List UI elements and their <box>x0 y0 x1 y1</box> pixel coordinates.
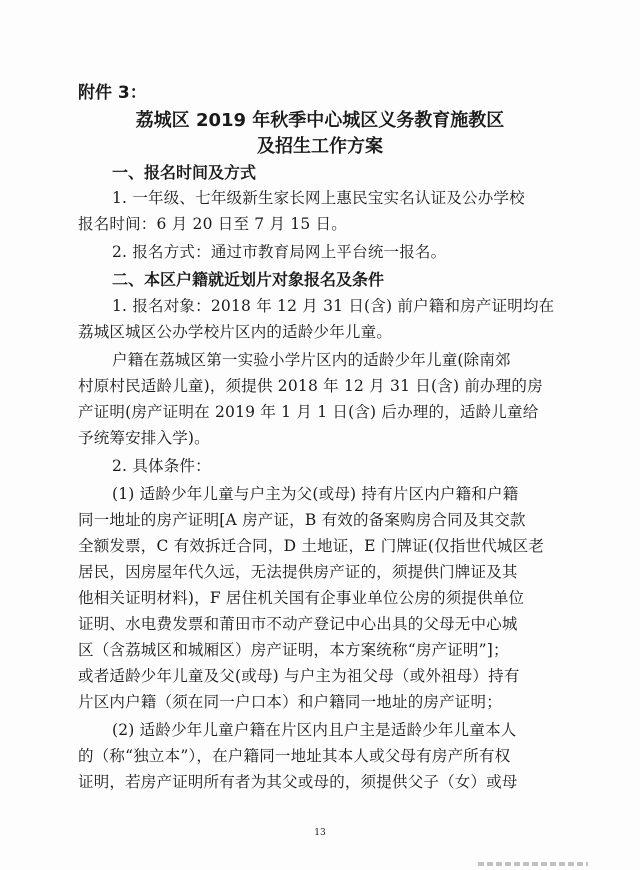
section-2-heading: 二、本区户籍就近划片对象报名及条件 <box>112 270 385 289</box>
section-1-heading: 一、报名时间及方式 <box>112 163 257 182</box>
paragraph-line: 荔城区城区公办学校片区内的适龄少年儿童。 <box>78 323 393 341</box>
paragraph-line: (2) 适龄少年儿童户籍在片区内且户主是适龄少年儿童本人 <box>112 721 517 739</box>
paragraph-line: 报名时间：6 月 20 日至 7 月 15 日。 <box>78 215 347 233</box>
paragraph-line: 予统筹安排入学)。 <box>78 429 210 447</box>
paragraph-line: 证明，若房产证明所有者为其父或母的，须提供父子（女）或母 <box>78 773 518 791</box>
paragraph-line: 区（含荔城区和城厢区）房产证明，本方案统称“房产证明”]； <box>78 641 509 659</box>
paragraph-line: 或者适龄少年儿童及父(或母) 与户主为祖父母（或外祖母）持有 <box>78 667 520 685</box>
attachment-label: 附件 3： <box>78 83 147 103</box>
paragraph-line: 1. 一年级、七年级新生家长网上惠民宝实名认证及公办学校 <box>112 189 525 207</box>
paragraph-line: 同一地址的房产证明[A 房产证，B 有效的备案购房合同及其交款 <box>78 511 526 529</box>
document-title-line-1: 荔城区 2019 年秋季中心城区义务教育施教区 <box>135 110 505 131</box>
paragraph-line: 村原村民适龄儿童)，须提供 2018 年 12 月 31 日(含) 前办理的房 <box>78 377 543 395</box>
document-title-line-2: 及招生工作方案 <box>257 136 383 157</box>
paragraph-line: 全额发票，C 有效拆迁合同，D 土地证，E 门牌证(仅指世代城区老 <box>78 537 545 555</box>
paragraph-line: 片区内户籍（须在同一户口本）和户籍同一地址的房产证明； <box>78 693 502 711</box>
paragraph-line: 证明、水电费发票和莆田市不动产登记中心出具的父母无中心城 <box>78 615 518 633</box>
paragraph-line: (1) 适龄少年儿童与户主为父(或母) 持有片区内户籍和户籍 <box>112 485 519 503</box>
watermark-mark <box>478 862 588 866</box>
paragraph-line: 1. 报名对象：2018 年 12 月 31 日(含) 前户籍和房产证明均在 <box>112 297 555 315</box>
page-number: 13 <box>314 828 326 838</box>
paragraph-line: 2. 具体条件： <box>112 457 211 475</box>
paragraph-line: 居民，因房屋年代久远，无法提供房产证的，须提供门牌证及其 <box>78 563 518 581</box>
paragraph-line: 2. 报名方式：通过市教育局网上平台统一报名。 <box>112 243 447 261</box>
paragraph-line: 产证明(房产证明在 2019 年 1 月 1 日(含) 后办理的，适龄儿童给 <box>78 403 539 421</box>
paragraph-line: 的（称“独立本”），在户籍同一地址其本人或父母有房产所有权 <box>78 747 511 765</box>
paragraph-line: 户籍在荔城区第一实验小学片区内的适龄少年儿童(除南郊 <box>112 351 511 369</box>
paragraph-line: 他相关证明材料)，F 居住机关国有企事业单位公房的须提供单位 <box>78 589 525 607</box>
